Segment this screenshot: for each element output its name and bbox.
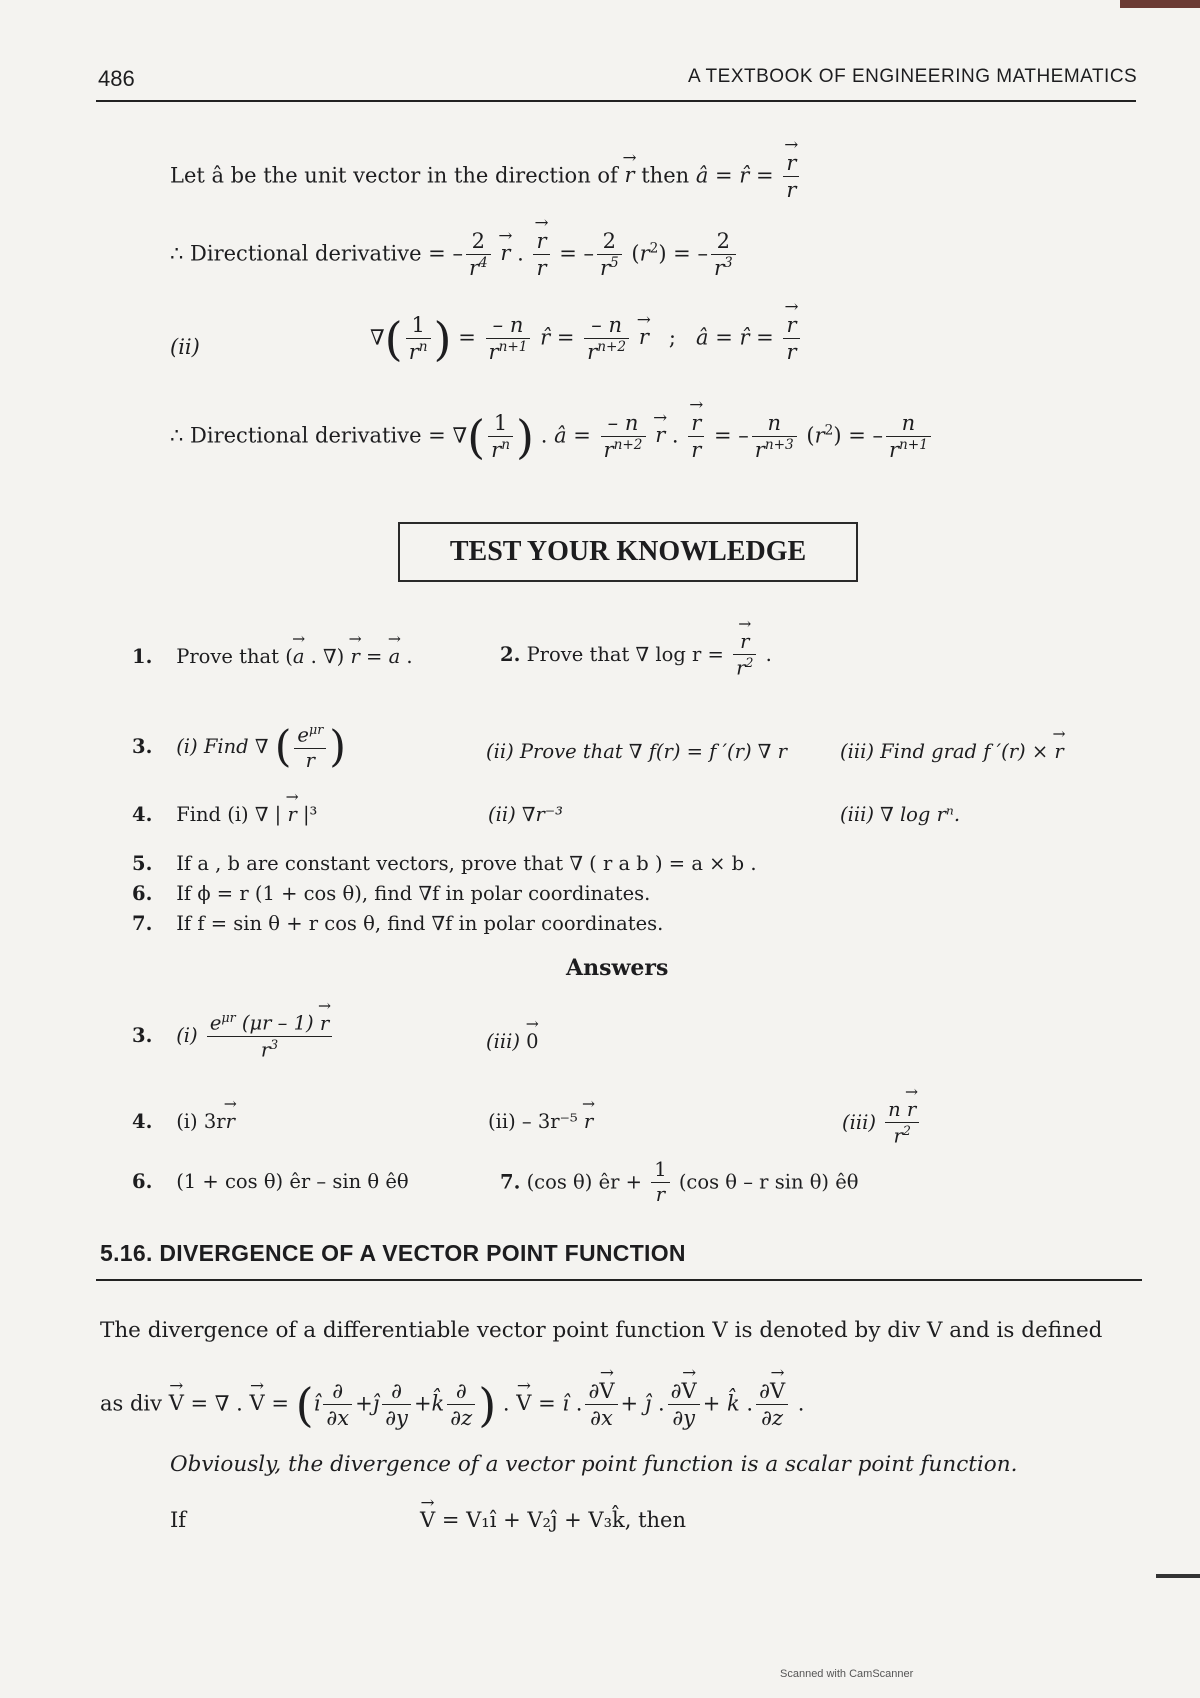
a7-text-b: (cos θ – r sin θ) êθ <box>678 1170 859 1194</box>
question-5 <box>132 852 757 875</box>
answer-7: 7. (cos θ) êr + $\frac{1}{r}$ (cos θ – r sin θ) êθ <box>500 1158 859 1207</box>
scan-edge-mark-bottom <box>1156 1574 1200 1578</box>
obviously-statement: Obviously, the divergence of a vector point function is a scalar point function. <box>170 1452 1018 1477</box>
q4-part-ii: (ii) ∇r⁻³ <box>488 803 563 826</box>
q4-number: 4. <box>132 803 153 826</box>
divergence-paragraph: The divergence of a differentiable vector point function V is denoted by div V and is defined <box>100 1318 1103 1343</box>
a6-text: (1 + cos θ) êr – sin θ êθ <box>176 1170 409 1193</box>
scan-edge-mark <box>1120 0 1200 8</box>
q3-part-i: (i) Find ∇ <box>176 735 269 759</box>
q4-part-iii: (iii) ∇ log rⁿ. <box>840 803 961 826</box>
then-text: then <box>641 163 690 188</box>
answers-heading: Answers <box>566 955 669 981</box>
q6-number: 6. <box>132 882 153 905</box>
book-title: A TEXTBOOK OF ENGINEERING MATHEMATICS <box>688 66 1138 87</box>
question-2: 2. Prove that ∇ log r = → $\frac{r}{r^2}$ . <box>500 630 772 681</box>
answer-4-i: 4. (i) 3r→ r <box>132 1110 235 1133</box>
a4-part-i: (i) 3r <box>176 1110 226 1133</box>
vector-r: → r <box>625 163 635 187</box>
q7-text: If f = sin θ + r cos θ, find ∇f in polar coordinates. <box>176 912 664 935</box>
q7-number: 7. <box>132 912 153 935</box>
directional-derivative-1: ∴ Directional derivative = – $\frac{2}{r^4}$ → r . → $\frac{r}{r}$ = – $\frac{2}{r^5}$ $(r^2)$ = – $\frac{2}{r^3}$ <box>170 228 739 282</box>
answer-3-iii: (iii) → 0 <box>486 1030 539 1053</box>
answer-6 <box>132 1170 409 1193</box>
q3-part-iii: (iii) Find grad f ′(r) × <box>840 740 1049 763</box>
let-text: Let â be the unit vector in the direction of <box>170 163 618 188</box>
q6-text: If ϕ = r (1 + cos θ), find ∇f in polar coordinates. <box>176 882 651 905</box>
gradient-r-power-n: ∇( $\frac{1}{r^n}$ ) = $\frac{- n}{r^{n+1}}$ r̂ = $\frac{- n}{r^{n+2}}$ → r ; â = r̂ = → $\frac{r}{r}$ <box>370 312 803 366</box>
scanner-watermark: Scanned with CamScanner <box>780 1668 914 1680</box>
q3-number: 3. <box>132 735 153 759</box>
question-3-iii: (iii) Find grad f ′(r) × → r <box>840 740 1064 763</box>
q5-number: 5. <box>132 852 153 875</box>
question-3-i: 3. (i) Find ∇ ( $\frac{e^{\mu r}}{r}$ ) <box>132 722 346 773</box>
question-6 <box>132 882 650 905</box>
q4-part-i: Find (i) ∇ | <box>176 803 282 826</box>
test-your-knowledge-box <box>398 522 858 582</box>
if-expression: = V₁î + V₂ĵ + V₃k̂, then <box>441 1508 686 1532</box>
question-1: 1. Prove that (→ a . ∇) → r = → a . <box>132 645 413 668</box>
a4-number: 4. <box>132 1110 153 1133</box>
a4-part-ii: (ii) – 3r⁻⁵ <box>488 1110 578 1133</box>
a3-number: 3. <box>132 1023 153 1047</box>
answer-4-ii: (ii) – 3r⁻⁵ → r <box>488 1110 593 1133</box>
vector-components: → V = V₁î + V₂ĵ + V₃k̂, then <box>420 1508 686 1532</box>
dd1-label: ∴ Directional derivative = <box>170 241 446 266</box>
q1-text: Prove that ( <box>176 645 293 668</box>
if-label: If <box>170 1508 187 1532</box>
a3-part-i-label: (i) <box>176 1023 198 1047</box>
a7-number: 7. <box>500 1170 521 1194</box>
q2-text: Prove that ∇ log r = <box>526 643 724 667</box>
a7-text-a: (cos θ) êr + <box>526 1170 642 1194</box>
page-number: 486 <box>98 66 135 91</box>
part-ii-label: (ii) <box>170 335 200 359</box>
a4-part-iii-label: (iii) <box>842 1111 876 1135</box>
directional-derivative-2: ∴ Directional derivative = ∇( $\frac{1}{r^n}$ ) . â = $\frac{- n}{r^{n+2}}$ → r . → $\frac{r}{r}$ = – $\frac{n}{r^{n+3}}$ $(r^2)$ = – $\frac{n}{r^{n+1}}$ <box>170 410 934 464</box>
answer-3-i: 3. (i) $\frac{e^{\mu r} (\mu r - 1) \to r}{r^3}$ <box>132 1010 335 1063</box>
question-4-i: 4. Find (i) ∇ | → r |³ <box>132 803 317 826</box>
test-your-knowledge-title: TEST YOUR KNOWLEDGE <box>449 536 807 567</box>
q2-number: 2. <box>500 643 521 667</box>
q5-text: If a , b are constant vectors, prove that ∇ ( r a b ) = a × b . <box>176 852 757 875</box>
intro-let-line: Let â be the unit vector in the direction of → r then â = r̂ = → $\frac{r}{r}$ <box>170 150 802 204</box>
a3-part-iii-label: (iii) <box>486 1030 520 1053</box>
q1-number: 1. <box>132 645 153 668</box>
section-heading: 5.16. DIVERGENCE OF A VECTOR POINT FUNCTION <box>100 1240 686 1266</box>
section-rule <box>96 1279 1142 1281</box>
q4-part-i-tail: |³ <box>302 803 318 826</box>
a6-number: 6. <box>132 1170 153 1193</box>
divergence-definition: as div → V = ∇ . → V = (î $\frac{\partial}{\partial x}$ +ĵ $\frac{\partial}{\partial y}$ +k̂ $\frac{\partial}{\partial z}$ ) . → V = î . $\frac{\partial\to V}{\partial x}$ + ĵ . $\frac{\partial\to V}{\partial y}$ + k̂ . $\frac{\partial\to V}{\partial z}$ . <box>100 1378 804 1432</box>
dd2-label: ∴ Directional derivative = <box>170 423 446 448</box>
q3-part-ii: (ii) Prove that ∇ f(r) = f ′(r) ∇ r <box>486 740 787 763</box>
header-rule <box>96 100 1136 102</box>
as-div-text: as div <box>100 1391 162 1416</box>
answer-4-iii: (iii) $\frac{n \to r}{r^2}$ <box>842 1098 922 1149</box>
question-7 <box>132 912 663 935</box>
